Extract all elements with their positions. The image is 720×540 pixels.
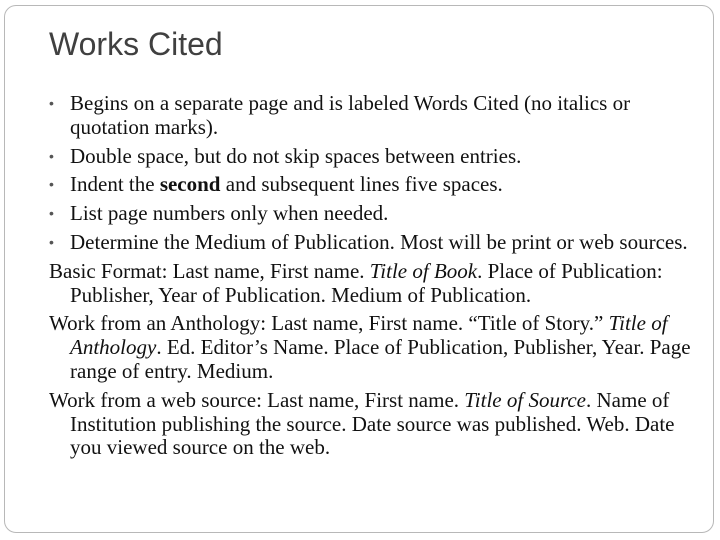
bullet-list [49, 92, 699, 255]
entry-rest: . Place of Publication: Publisher, Year of Publication. Medium of Publication. [70, 258, 663, 307]
bullet-text: List page numbers only when needed. [70, 201, 389, 226]
entry-lead: Basic Format: Last name, First name. [49, 258, 370, 283]
bullet-item [49, 173, 699, 197]
bullet-text: Double space, but do not skip spaces between entries. [70, 143, 522, 168]
entry-italic-title: Title of Anthology [70, 311, 668, 360]
bullet-text-after: and subsequent lines five spaces. [220, 172, 503, 197]
bullet-icon: • [49, 147, 54, 164]
bullet-item [49, 202, 699, 226]
bullet-text: Begins on a separate page and is labeled Words Cited (no italics or quotation marks). [70, 91, 631, 139]
bullet-icon: • [49, 233, 54, 250]
bullet-icon: • [49, 205, 54, 222]
slide-body [49, 92, 699, 465]
basic-format-entry [49, 260, 699, 308]
bullet-text: Determine the Medium of Publication. Most will be print or web sources. [70, 229, 688, 254]
entry-italic-title: Title of Book [369, 258, 478, 283]
bullet-icon: • [49, 176, 54, 193]
entry-lead: Work from a web source: Last name, First name. [49, 387, 465, 412]
bullet-item [49, 92, 699, 140]
bullet-text-emphasis: second [159, 172, 221, 197]
entry-rest: . Ed. Editor’s Name. Place of Publication, Publisher, Year. Page range of entry. Medium. [70, 335, 691, 383]
bullet-text-before: Indent the [70, 172, 160, 197]
slide [4, 5, 714, 533]
entry-rest: . Name of Institution publishing the source. Date source was published. Web. Date you viewed source on the web. [70, 387, 675, 460]
slide-title: Works Cited [49, 26, 223, 62]
anthology-format-entry [49, 312, 699, 383]
entry-italic-title: Title of Source [464, 387, 586, 412]
bullet-item [49, 145, 699, 169]
bullet-icon: • [49, 95, 54, 111]
bullet-item [49, 231, 699, 255]
entry-lead: Work from an Anthology: Last name, First name. “Title of Story.” [49, 311, 609, 336]
web-source-format-entry [49, 389, 699, 460]
